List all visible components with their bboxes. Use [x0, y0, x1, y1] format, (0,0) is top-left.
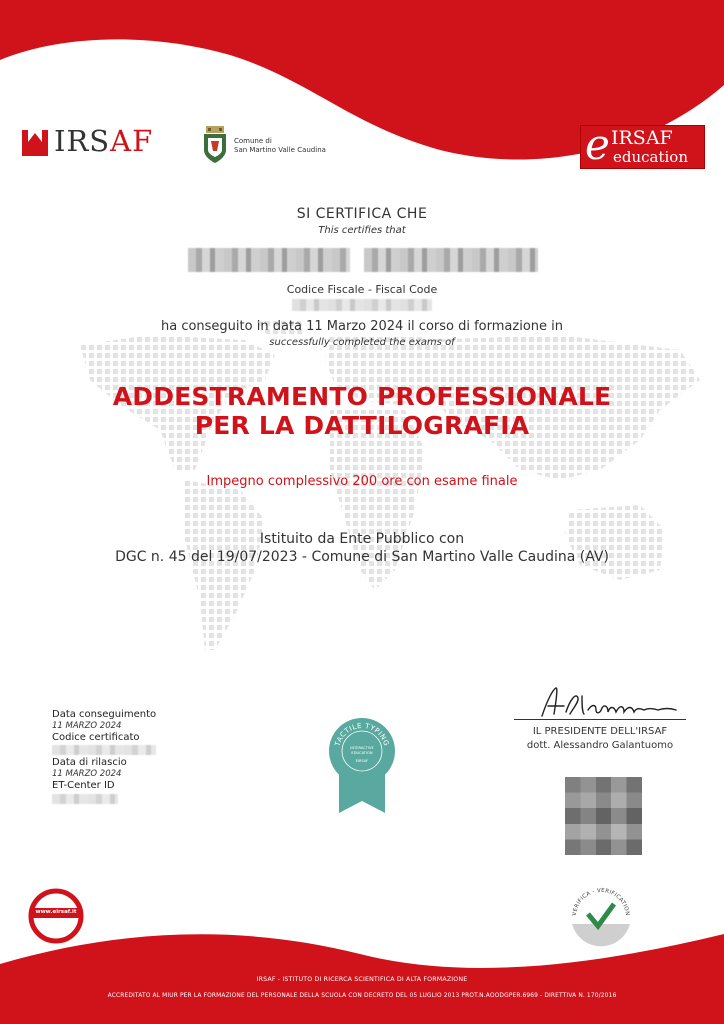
badge-line3: EIRSAF	[355, 759, 369, 763]
date-achieved-value: 11 MARZO 2024	[52, 721, 122, 731]
eirsaf-logo-name: IRSAF	[611, 127, 673, 149]
eirsaf-education-logo	[580, 120, 705, 169]
tactile-typing-badge	[327, 713, 397, 815]
eirsaf-logo-e: e	[585, 120, 610, 169]
cert-code-redacted	[52, 745, 156, 755]
course-title-line1: ADDESTRAMENTO PROFESSIONALE	[112, 382, 612, 411]
date-achieved-label: Data conseguimento	[52, 709, 157, 720]
signatory-title: IL PRESIDENTE DELL'IRSAF	[532, 726, 668, 737]
signature-block	[510, 684, 690, 754]
achievement-line-en: successfully completed the exams of	[269, 337, 455, 348]
badge-shape-icon	[327, 713, 397, 815]
et-center-label: ET-Center ID	[52, 780, 115, 791]
badge-arc-text: TACTILE TYPING	[333, 721, 391, 748]
comune-logo	[200, 126, 340, 166]
handwritten-signature-icon	[536, 684, 686, 720]
issue-date-value: 11 MARZO 2024	[52, 769, 122, 779]
irsaf-mark-icon	[22, 128, 52, 158]
eirsaf-bottom-logo	[28, 888, 84, 944]
verification-check-icon	[568, 884, 634, 950]
course-title-line2: PER LA DATTILOGRAFIA	[194, 411, 530, 440]
irsaf-logo-prefix: IRS	[54, 124, 111, 158]
institution-line1: Istituito da Ente Pubblico con	[259, 531, 465, 547]
certificate-heading: SI CERTIFICA CHE	[296, 206, 428, 222]
achievement-line: ha conseguito in data 11 Marzo 2024 il corso di formazione in	[160, 319, 563, 334]
fiscal-code-redacted	[292, 299, 432, 311]
institution-line2: DGC n. 45 del 19/07/2023 - Comune di San Martino Valle Caudina (AV)	[115, 549, 609, 565]
et-center-redacted	[52, 794, 118, 804]
coat-of-arms-icon	[200, 126, 230, 164]
eirsaf-circle-icon	[28, 888, 84, 944]
signature-line	[514, 719, 686, 720]
eirsaf-logo-sub: education	[613, 148, 688, 166]
details-block	[52, 709, 212, 829]
irsaf-logo	[22, 126, 172, 158]
comune-logo-line2: San Martino Valle Caudina	[234, 146, 326, 154]
fiscal-code-label: Codice Fiscale - Fiscal Code	[286, 283, 438, 296]
verification-seal	[568, 884, 634, 950]
signatory-name: dott. Alessandro Galantuomo	[526, 740, 674, 751]
eirsaf-url: www.eirsaf.it	[35, 909, 77, 915]
qr-code-redacted	[565, 777, 642, 855]
badge-line1: INTERACTIVE	[350, 746, 374, 750]
seal-arc-text: VERIFICA - VERIFICATION	[571, 887, 631, 917]
comune-logo-line1: Comune di	[234, 137, 272, 145]
badge-line2: EDUCATION	[351, 751, 373, 755]
recipient-name-redacted	[188, 240, 538, 276]
certificate-heading-en: This certifies that	[318, 225, 406, 236]
footer-line1: IRSAF - ISTITUTO DI RICERCA SCIENTIFICA DI ALTA FORMAZIONE	[256, 976, 468, 983]
issue-date-label: Data di rilascio	[52, 757, 127, 768]
footer-line2: ACCREDITATO AL MIUR PER LA FORMAZIONE DEL PERSONALE DELLA SCUOLA CON DECRETO DEL 05 LUGLIO 2013 PROT.N.AOODGPER.6969 - DIRETTIVA N. 170/2016	[107, 993, 617, 999]
cert-code-label: Codice certificato	[52, 732, 140, 743]
irsaf-logo-suffix: AF	[110, 124, 154, 158]
commitment-text: Impegno complessivo 200 ore con esame finale	[206, 474, 518, 489]
